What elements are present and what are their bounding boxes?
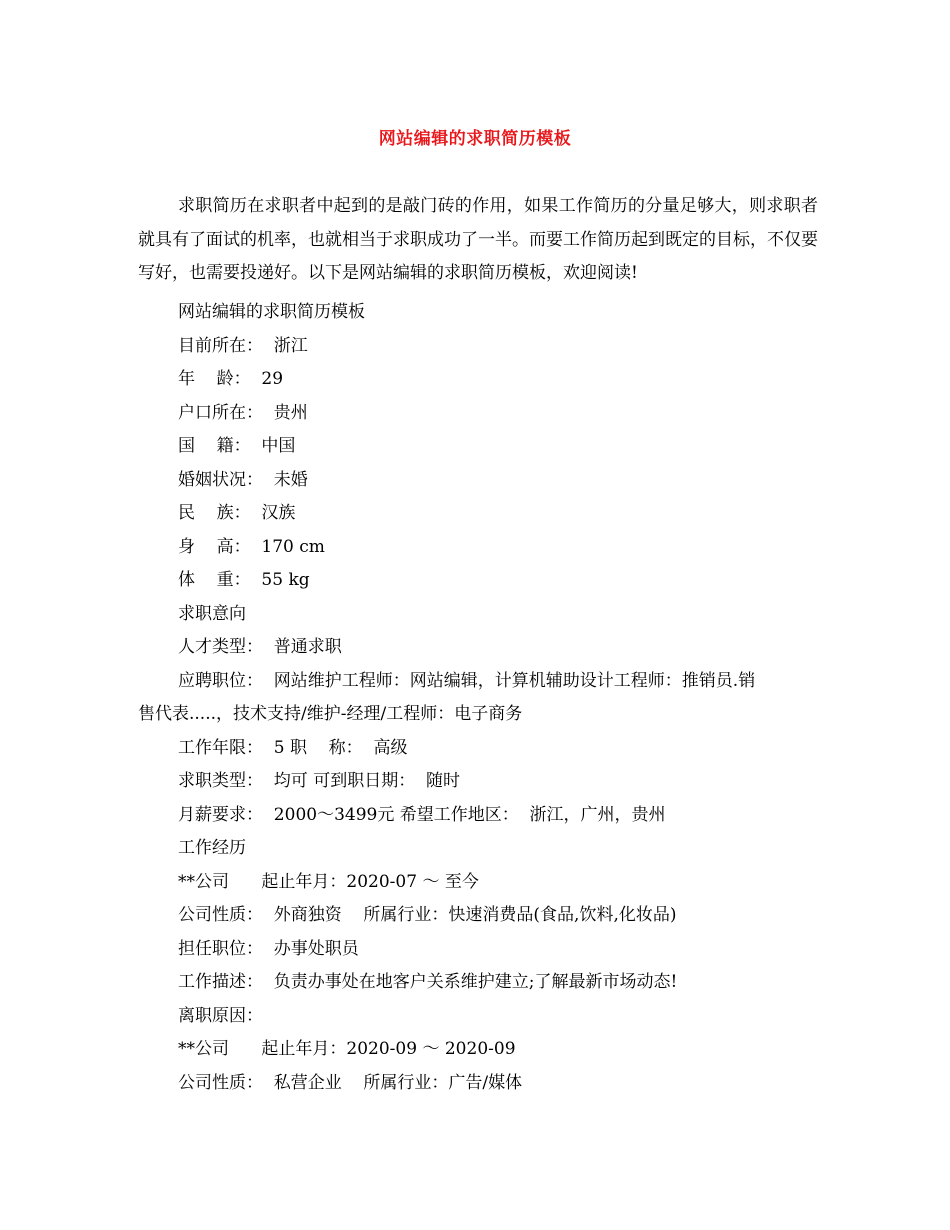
resume-heading: 网站编辑的求职简历模板 <box>178 302 365 322</box>
applied-position-line: 应聘职位： 网站维护工程师：网站编辑，计算机辅助设计工程师：推销员.销 <box>178 670 756 691</box>
current-location-line: 目前所在： 浙江 <box>178 335 308 356</box>
job-intention-heading: 求职意向 <box>178 603 246 624</box>
height-line: 身 高： 170 cm <box>178 536 325 557</box>
age-line: 年 龄： 29 <box>178 369 284 389</box>
company-2-line: **公司 起止年月：2020-09 ～ 2020-09 <box>178 1039 516 1059</box>
company-1-line: **公司 起止年月：2020-07 ～ 至今 <box>178 871 479 892</box>
company-1-nature-line: 公司性质： 外商独资 所属行业：快速消费品(食品,饮料,化妆品) <box>178 905 677 925</box>
applied-position-continuation: 售代表.....，技术支持/维护-经理/工程师：电子商务 <box>138 704 523 724</box>
weight-line: 体 重： 55 kg <box>178 570 310 590</box>
job-type-line: 求职类型： 均可 可到职日期： 随时 <box>178 771 461 791</box>
company-1-leave-reason-line: 离职原因： <box>178 1005 263 1026</box>
company-1-description-line: 工作描述： 负责办事处在地客户关系维护建立;了解最新市场动态! <box>178 972 678 992</box>
nationality-line: 国 籍： 中国 <box>178 436 296 456</box>
work-experience-heading: 工作经历 <box>178 838 246 858</box>
salary-line: 月薪要求： 2000～3499元 希望工作地区： 浙江，广州，贵州 <box>178 804 666 825</box>
intro-paragraph: 求职简历在求职者中起到的是敲门砖的作用，如果工作简历的分量足够大，则求职者就具有了面试的机率，也就相当于求职成功了一半。而要工作简历起到既定的目标，不仅要写好，也需要投递好。以下是网站编辑的求职简历模板，欢迎阅读! <box>138 196 818 283</box>
company-2-nature-line: 公司性质： 私营企业 所属行业：广告/媒体 <box>178 1072 523 1093</box>
company-1-position-line: 担任职位： 办事处职员 <box>178 938 359 959</box>
document-title: 网站编辑的求职简历模板 <box>378 129 572 149</box>
talent-type-line: 人才类型： 普通求职 <box>178 637 342 657</box>
hukou-line: 户口所在： 贵州 <box>178 402 308 423</box>
work-years-line: 工作年限： 5 职 称： 高级 <box>178 737 408 758</box>
resume-lines <box>138 296 818 1100</box>
marital-status-line: 婚姻状况： 未婚 <box>178 469 308 490</box>
ethnicity-line: 民 族： 汉族 <box>178 503 296 523</box>
